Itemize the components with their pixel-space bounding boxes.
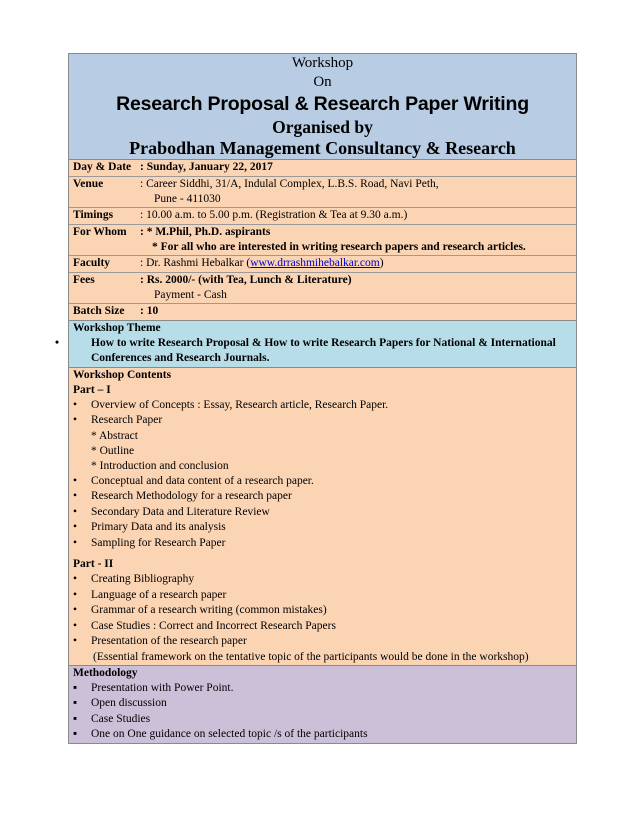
timings-label: Timings xyxy=(73,209,114,221)
part2-title: Part - II xyxy=(73,558,114,570)
theme-item xyxy=(55,336,576,367)
organised-by: Organised by xyxy=(272,117,373,137)
list-item-text: Case Studies xyxy=(91,712,151,725)
list-item-text: Grammar of a research writing (common mistakes) xyxy=(91,604,327,616)
list-item xyxy=(69,634,576,650)
list-item-text: Case Studies : Correct and Incorrect Research Papers xyxy=(91,619,336,632)
venue-value-2: Pune - 411030 xyxy=(154,193,221,205)
theme-title: Workshop Theme xyxy=(73,321,161,334)
whom-row xyxy=(69,225,576,257)
whom-label: For Whom xyxy=(73,225,127,238)
list-item xyxy=(69,603,576,619)
list-item xyxy=(69,712,576,728)
list-item-text: Sampling for Research Paper xyxy=(91,536,226,549)
batch-value: : 10 xyxy=(140,305,159,317)
workshop-title: Research Proposal & Research Paper Writing xyxy=(116,93,529,115)
list-item xyxy=(69,588,576,604)
list-item-text: Secondary Data and Literature Review xyxy=(91,505,270,518)
bullet-icon: • xyxy=(73,536,78,549)
list-item xyxy=(69,681,576,697)
part1-title: Part – I xyxy=(73,383,111,396)
square-bullet-icon: ▪ xyxy=(73,681,78,694)
list-item-text: Open discussion xyxy=(91,697,167,709)
bullet-icon: • xyxy=(73,398,78,411)
list-item-text: Presentation of the research paper xyxy=(91,635,247,647)
bullet-icon: • xyxy=(73,414,78,426)
fees-label: Fees xyxy=(73,273,95,286)
list-item-text: Creating Bibliography xyxy=(91,573,195,585)
timings-row xyxy=(69,208,576,225)
batch-row xyxy=(69,304,576,320)
list-item-text: Overview of Concepts : Essay, Research article, Research Paper. xyxy=(91,398,389,411)
workshop-note: (Essential framework on the tentative topic of the participants would be done in the workshop) xyxy=(93,650,529,663)
header-workshop: Workshop xyxy=(291,55,354,71)
list-item xyxy=(69,727,576,743)
bullet-icon: • xyxy=(73,474,78,487)
bullet-icon: • xyxy=(73,588,78,601)
list-item-text: Conceptual and data content of a research paper. xyxy=(91,474,314,487)
list-item xyxy=(69,696,576,712)
faculty-website-link[interactable]: www.drrashmihebalkar.com xyxy=(250,257,380,269)
info-block xyxy=(69,160,576,321)
venue-label: Venue xyxy=(73,177,104,190)
list-item-text: Research Paper xyxy=(91,414,163,426)
contents-title: Workshop Contents xyxy=(73,368,172,381)
list-item-text: Research Methodology for a research paper xyxy=(91,490,292,502)
batch-label: Batch Size xyxy=(73,305,125,317)
whom-value: : * M.Phil, Ph.D. aspirants xyxy=(140,225,271,238)
bullet-icon: • xyxy=(55,336,60,349)
theme-item-text: How to write Research Proposal & How to write Research Papers for National & International Conferences and Research Journals. xyxy=(91,336,556,364)
list-item xyxy=(69,572,576,588)
sub-item: * Abstract xyxy=(91,429,138,442)
venue-value: : Career Siddhi, 31/A, Indulal Complex, L.B.S. Road, Navi Peth, xyxy=(140,177,439,190)
methodology-title: Methodology xyxy=(73,666,138,679)
list-item xyxy=(69,520,576,536)
sub-item: * Outline xyxy=(91,444,135,457)
workshop-flyer xyxy=(55,53,577,744)
faculty-label: Faculty xyxy=(73,257,111,269)
theme-block xyxy=(55,321,576,368)
organiser-name: Prabodhan Management Consultancy & Research xyxy=(129,138,516,158)
bullet-icon: • xyxy=(73,573,78,585)
bullet-icon: • xyxy=(73,635,78,647)
square-bullet-icon: ▪ xyxy=(73,697,78,709)
list-item xyxy=(69,398,576,414)
list-item xyxy=(69,474,576,490)
list-item xyxy=(69,505,576,521)
bullet-icon: • xyxy=(73,490,78,502)
square-bullet-icon: ▪ xyxy=(73,712,78,725)
list-item-text: Primary Data and its analysis xyxy=(91,521,226,533)
bullet-icon: • xyxy=(73,619,78,632)
bullet-icon: • xyxy=(73,505,78,518)
list-item xyxy=(69,619,576,635)
timings-value: : 10.00 a.m. to 5.00 p.m. (Registration & Tea at 9.30 a.m.) xyxy=(140,209,408,221)
date-value: : Sunday, January 22, 2017 xyxy=(140,161,273,173)
venue-row xyxy=(69,177,576,209)
faculty-suffix: ) xyxy=(379,257,384,269)
list-item-text: Presentation with Power Point. xyxy=(91,681,234,694)
header-block xyxy=(69,54,576,160)
date-label: Day & Date xyxy=(73,161,132,173)
bullet-icon: • xyxy=(73,604,78,616)
list-item-text: One on One guidance on selected topic /s of the participants xyxy=(91,728,368,740)
list-item-text: Language of a research paper xyxy=(91,588,227,601)
whom-value-2: * For all who are interested in writing research papers and research articles. xyxy=(152,241,526,253)
faculty-prefix: : Dr. Rashmi Hebalkar ( xyxy=(140,257,251,269)
faculty-row xyxy=(69,256,576,273)
fees-value: : Rs. 2000/- (with Tea, Lunch & Literature) xyxy=(140,273,352,286)
header-on: On xyxy=(313,74,332,90)
sub-item: * Introduction and conclusion xyxy=(91,459,229,472)
date-row xyxy=(69,160,576,177)
methodology-block xyxy=(69,666,576,743)
list-item xyxy=(69,413,576,429)
fees-row xyxy=(69,273,576,305)
bullet-icon: • xyxy=(73,521,78,533)
list-item xyxy=(69,489,576,505)
square-bullet-icon: ▪ xyxy=(73,728,78,740)
fees-value-2: Payment - Cash xyxy=(154,289,227,301)
contents-block xyxy=(69,368,576,666)
list-item xyxy=(69,536,576,552)
